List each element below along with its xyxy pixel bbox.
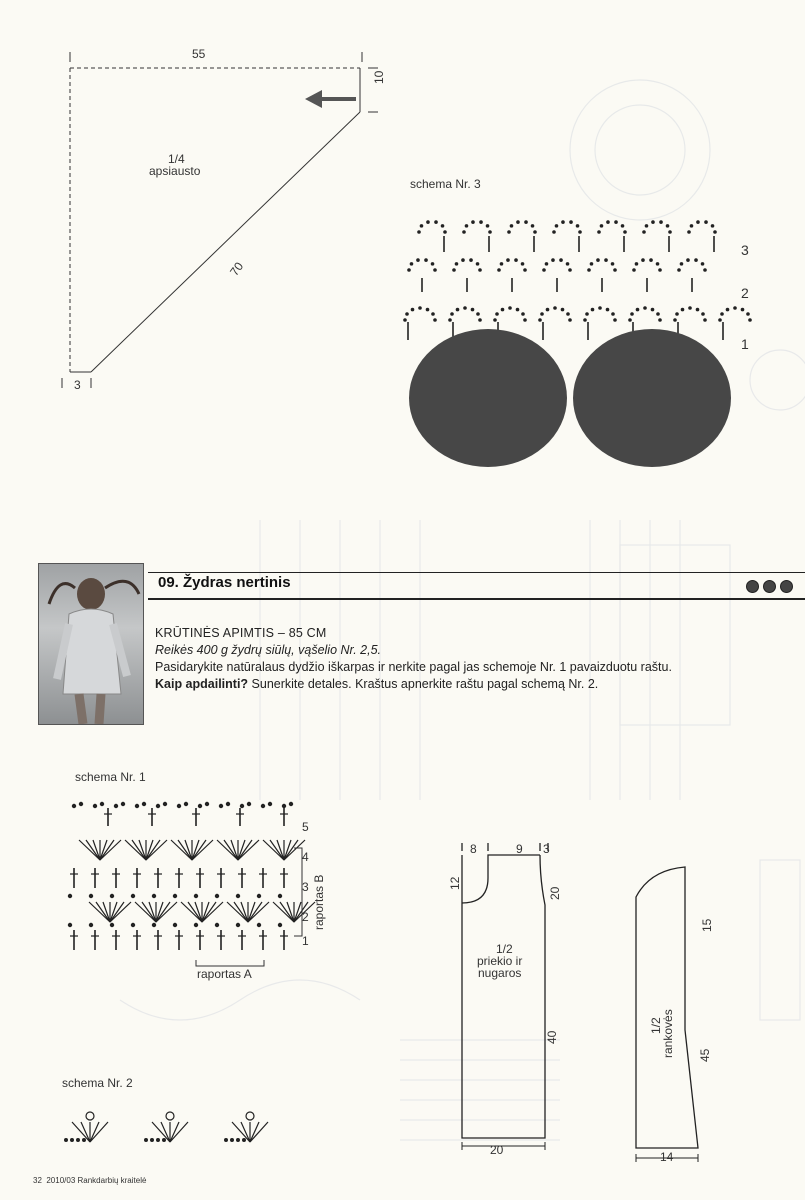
chain-stitch-dot <box>420 224 424 228</box>
chain-stitch-dot <box>225 1139 228 1142</box>
chain-stitch-dot <box>493 318 497 322</box>
chain-stitch-dot <box>561 308 565 312</box>
chain-stitch-dot <box>163 1139 166 1142</box>
model-photo <box>38 563 144 725</box>
dim-height-label: 10 <box>372 70 386 84</box>
chain-stitch-dot <box>173 923 176 926</box>
body-piece-label: 1/2 <box>496 942 513 956</box>
schema3-row-label: 3 <box>741 242 749 258</box>
chain-stitch-dot <box>441 224 445 228</box>
chain-stitch-dot <box>83 1139 86 1142</box>
body-dim-label: 20 <box>548 886 562 900</box>
chain-stitch-dot <box>578 230 582 234</box>
fan-stitch-stroke <box>280 902 294 922</box>
chain-stitch-dot <box>566 262 570 266</box>
body-dim-label: 8 <box>470 842 477 856</box>
materials-line: Reikės 400 g žydrų siūlų, vąšelio Nr. 2,5. <box>155 643 382 657</box>
chain-stitch-dot <box>507 230 511 234</box>
schema3-row-2 <box>407 258 707 292</box>
chain-stitch-dot <box>418 306 422 310</box>
chain-stitch-dot <box>523 318 527 322</box>
project-title: 09. Žydras nertinis <box>158 574 291 591</box>
chain-stitch-dot <box>540 312 544 316</box>
chain-stitch-dot <box>524 220 528 224</box>
fan-stitch-stroke <box>156 902 170 922</box>
chain-stitch-dot <box>630 312 634 316</box>
chain-stitch-dot <box>278 894 281 897</box>
fan-stitch-stroke <box>188 902 202 922</box>
chain-stitch-dot <box>152 894 155 897</box>
chain-stitch-dot <box>500 262 504 266</box>
chain-stitch-dot <box>68 894 71 897</box>
chain-stitch-dot <box>508 306 512 310</box>
fan-stitch-stroke <box>142 902 156 922</box>
chain-stitch-dot <box>701 262 705 266</box>
chain-stitch-dot <box>553 306 557 310</box>
chain-stitch-dot <box>417 230 421 234</box>
chain-stitch-dot <box>463 306 467 310</box>
chain-stitch-dot <box>561 220 565 224</box>
project-description <box>155 625 755 693</box>
chain-stitch-dot <box>231 1139 234 1142</box>
chain-stitch-dot <box>452 268 456 272</box>
chain-stitch-dot <box>100 802 103 805</box>
chain-stitch-dot <box>506 258 510 262</box>
chain-stitch-dot <box>703 268 707 272</box>
fan-stitch-stroke <box>110 902 124 922</box>
chain-stitch-dot <box>156 804 159 807</box>
chain-stitch-dot <box>476 312 480 316</box>
chain-stitch-dot <box>516 308 520 312</box>
chain-stitch-dot <box>688 306 692 310</box>
chain-stitch-dot <box>606 308 610 312</box>
chain-stitch-dot <box>476 262 480 266</box>
chain-stitch-dot <box>641 258 645 262</box>
fan-stitch-stroke <box>90 1122 108 1142</box>
chain-stitch-dot <box>243 1139 246 1142</box>
chain-stitch-dot <box>552 230 556 234</box>
fan-stitch-stroke <box>178 840 192 860</box>
chain-stitch-dot <box>533 230 537 234</box>
schema1-row-label: 5 <box>302 820 309 834</box>
chain-stitch-dot <box>514 258 518 262</box>
raport-b-label: raportas B <box>312 874 326 930</box>
sleeve-piece-label: rankovės <box>661 1009 675 1058</box>
chain-stitch-dot <box>658 268 662 272</box>
chain-stitch-dot <box>576 224 580 228</box>
chain-stitch-dot <box>538 318 542 322</box>
schema3-row-1 <box>403 306 752 340</box>
fan-stitch-stroke <box>146 840 160 860</box>
chain-stitch-dot <box>261 804 264 807</box>
chain-stitch-dot <box>194 923 197 926</box>
chain-stitch-dot <box>240 804 243 807</box>
chain-stitch-dot <box>448 318 452 322</box>
page-footer <box>33 1176 146 1185</box>
chain-stitch-dot <box>486 224 490 228</box>
chain-stitch-dot <box>488 230 492 234</box>
chain-stitch-dot <box>651 220 655 224</box>
body-dim-label: 40 <box>545 1030 559 1044</box>
size-line: KRŪTINĖS APIMTIS – 85 CM <box>155 626 327 640</box>
chain-stitch-dot <box>694 258 698 262</box>
chain-stitch-dot <box>121 802 124 805</box>
fan-stitch-stroke <box>234 902 248 922</box>
chain-stitch-dot <box>636 308 640 312</box>
chain-stitch-dot <box>71 1139 74 1142</box>
chain-stitch-dot <box>89 894 92 897</box>
chain-stitch-dot <box>611 312 615 316</box>
chain-stitch-dot <box>659 220 663 224</box>
chain-stitch-dot <box>568 318 572 322</box>
chain-stitch-dot <box>521 312 525 316</box>
chain-stitch-dot <box>68 923 71 926</box>
chain-stitch-dot <box>733 306 737 310</box>
finishing-text <box>155 676 755 693</box>
schema1-row-label: 1 <box>302 934 309 948</box>
fan-stitch-stroke <box>132 840 146 860</box>
chain-stitch-dot <box>278 923 281 926</box>
schema1-row-label: 4 <box>302 850 309 864</box>
chain-stitch-dot <box>237 1139 240 1142</box>
body-dim-label: 12 <box>448 876 462 890</box>
chain-stitch-dot <box>462 230 466 234</box>
picot-loop <box>246 1112 254 1120</box>
chain-stitch-dot <box>495 312 499 316</box>
chain-stitch-dot <box>89 923 92 926</box>
chain-stitch-dot <box>628 318 632 322</box>
chain-stitch-dot <box>613 268 617 272</box>
chain-stitch-dot <box>583 318 587 322</box>
chain-stitch-dot <box>433 318 437 322</box>
fan-stitch-stroke <box>90 1122 99 1142</box>
chain-stitch-dot <box>656 312 660 316</box>
difficulty-rating <box>746 580 793 593</box>
direction-arrow <box>305 90 356 108</box>
fan-stitch-stroke <box>270 840 284 860</box>
chain-stitch-dot <box>510 224 514 228</box>
chain-stitch-dot <box>690 224 694 228</box>
chain-stitch-dot <box>461 258 465 262</box>
chain-stitch-dot <box>434 220 438 224</box>
chain-stitch-dot <box>173 894 176 897</box>
chain-stitch-dot <box>77 1139 80 1142</box>
schema3-rows <box>403 220 752 340</box>
fan-stitch-stroke <box>170 1122 188 1142</box>
chain-stitch-dot <box>590 262 594 266</box>
chain-stitch-dot <box>424 258 428 262</box>
chain-stitch-dot <box>521 262 525 266</box>
chain-stitch-dot <box>686 258 690 262</box>
dim-diagonal-label: 70 <box>227 259 247 279</box>
chain-stitch-dot <box>569 220 573 224</box>
chain-stitch-dot <box>135 804 138 807</box>
chain-stitch-dot <box>215 894 218 897</box>
project-header <box>148 570 805 600</box>
chain-stitch-dot <box>79 802 82 805</box>
chain-stitch-dot <box>145 1139 148 1142</box>
chain-stitch-dot <box>450 312 454 316</box>
chain-stitch-dot <box>748 318 752 322</box>
diagonal-edge <box>91 112 360 372</box>
chain-stitch-dot <box>110 894 113 897</box>
chain-stitch-dot <box>198 804 201 807</box>
chain-stitch-dot <box>478 318 482 322</box>
chain-stitch-dot <box>152 923 155 926</box>
chain-stitch-dot <box>431 262 435 266</box>
chain-stitch-dot <box>632 268 636 272</box>
chain-stitch-dot <box>545 262 549 266</box>
chain-stitch-dot <box>704 220 708 224</box>
chain-stitch-dot <box>157 1139 160 1142</box>
sleeve-dim-label: 45 <box>698 1048 712 1062</box>
chain-stitch-dot <box>645 224 649 228</box>
chain-stitch-dot <box>219 804 222 807</box>
chain-stitch-dot <box>215 923 218 926</box>
chain-stitch-dot <box>611 262 615 266</box>
chain-stitch-dot <box>433 268 437 272</box>
sleeve-outline <box>636 867 698 1148</box>
chain-stitch-dot <box>598 306 602 310</box>
chain-stitch-dot <box>410 262 414 266</box>
raport-a-label: raportas A <box>197 967 252 981</box>
sleeve-dim-label: 14 <box>660 1150 674 1164</box>
chain-stitch-dot <box>114 804 117 807</box>
chain-stitch-dot <box>205 802 208 805</box>
schema3-row-label: 1 <box>741 336 749 352</box>
body-dim-label: 3 <box>543 842 550 856</box>
chain-stitch-dot <box>635 262 639 266</box>
chain-stitch-dot <box>681 308 685 312</box>
schema1-row-label: 3 <box>302 880 309 894</box>
chain-stitch-dot <box>456 308 460 312</box>
chain-stitch-dot <box>236 894 239 897</box>
chain-stitch-dot <box>247 802 250 805</box>
chain-stitch-dot <box>523 268 527 272</box>
chain-stitch-dot <box>675 312 679 316</box>
schema1-row-label: 2 <box>302 910 309 924</box>
chain-stitch-dot <box>131 894 134 897</box>
chain-stitch-dot <box>587 268 591 272</box>
chain-stitch-dot <box>666 224 670 228</box>
chain-stitch-dot <box>405 312 409 316</box>
picot-loop <box>166 1112 174 1120</box>
chain-stitch-dot <box>680 262 684 266</box>
sleeve-piece-label: 1/2 <box>649 1017 663 1034</box>
chain-stitch-dot <box>236 923 239 926</box>
fan-stitch-stroke <box>238 840 252 860</box>
chain-stitch-dot <box>131 923 134 926</box>
piece-fraction-label: 1/4 <box>168 152 185 166</box>
button-circle-right <box>573 329 731 467</box>
chain-stitch-dot <box>443 230 447 234</box>
chain-stitch-dot <box>226 802 229 805</box>
finishing-question: Kaip apdailinti? <box>155 677 249 691</box>
body-outline <box>462 855 545 1138</box>
chain-stitch-dot <box>257 923 260 926</box>
chain-stitch-dot <box>531 224 535 228</box>
chain-stitch-dot <box>516 220 520 224</box>
chain-stitch-dot <box>497 268 501 272</box>
dim-bottom-label: 3 <box>74 378 81 392</box>
magazine-source: 2010/03 Rankdarbių kraitelė <box>46 1176 147 1185</box>
chain-stitch-dot <box>411 308 415 312</box>
chain-stitch-dot <box>559 258 563 262</box>
chain-stitch-dot <box>471 220 475 224</box>
chain-stitch-dot <box>426 308 430 312</box>
quarter-cape-pattern <box>62 52 378 388</box>
chain-stitch-dot <box>546 308 550 312</box>
fan-stitch-stroke <box>170 1122 179 1142</box>
chain-stitch-dot <box>289 802 292 805</box>
schema2-title: schema Nr. 2 <box>62 1076 133 1090</box>
chain-stitch-dot <box>604 258 608 262</box>
chain-stitch-dot <box>469 258 473 262</box>
chain-stitch-dot <box>585 312 589 316</box>
chain-stitch-dot <box>431 312 435 316</box>
fan-stitch-stroke <box>248 902 262 922</box>
chain-stitch-dot <box>177 804 180 807</box>
chain-stitch-dot <box>478 268 482 272</box>
chain-stitch-dot <box>455 262 459 266</box>
chain-stitch-dot <box>703 318 707 322</box>
chain-stitch-dot <box>597 230 601 234</box>
sleeve-dim-label: 15 <box>700 918 714 932</box>
chain-stitch-dot <box>163 802 166 805</box>
chain-stitch-dot <box>426 220 430 224</box>
body-dim-label: 20 <box>490 1143 504 1157</box>
chain-stitch-dot <box>501 308 505 312</box>
schema3-row-3 <box>417 220 717 252</box>
chain-stitch-dot <box>623 230 627 234</box>
schema3-row-label: 2 <box>741 285 749 301</box>
body-piece-label: nugaros <box>478 966 522 980</box>
fan-stitch-stroke <box>224 840 238 860</box>
chain-stitch-dot <box>651 308 655 312</box>
chain-stitch-dot <box>746 312 750 316</box>
body-piece-label: priekio ir <box>477 954 523 968</box>
chain-stitch-dot <box>741 308 745 312</box>
page-number: 32 <box>33 1176 42 1185</box>
schema1-stitch-chart <box>68 802 315 950</box>
chain-stitch-dot <box>65 1139 68 1142</box>
schema1-title: schema Nr. 1 <box>75 770 146 784</box>
chain-stitch-dot <box>643 306 647 310</box>
chain-stitch-dot <box>613 318 617 322</box>
chain-stitch-dot <box>93 804 96 807</box>
chain-stitch-dot <box>596 258 600 262</box>
fan-stitch-stroke <box>284 840 298 860</box>
chain-stitch-dot <box>110 923 113 926</box>
piece-name-label: apsiausto <box>149 164 201 178</box>
chain-stitch-dot <box>465 224 469 228</box>
fan-stitch-stroke <box>100 840 114 860</box>
chain-stitch-dot <box>621 224 625 228</box>
chain-stitch-dot <box>600 224 604 228</box>
chain-stitch-dot <box>606 220 610 224</box>
chain-stitch-dot <box>614 220 618 224</box>
chain-stitch-dot <box>718 318 722 322</box>
chain-stitch-dot <box>726 308 730 312</box>
chain-stitch-dot <box>642 230 646 234</box>
chain-stitch-dot <box>696 308 700 312</box>
chain-stitch-dot <box>696 220 700 224</box>
schema2-edging-chart <box>65 1112 268 1142</box>
fan-stitch-stroke <box>232 1122 250 1142</box>
body-pattern-outline <box>462 843 548 1150</box>
chain-stitch-dot <box>649 258 653 262</box>
chain-stitch-dot <box>687 230 691 234</box>
picot-loop <box>86 1112 94 1120</box>
chain-stitch-dot <box>471 308 475 312</box>
chain-stitch-dot <box>403 318 407 322</box>
chain-stitch-dot <box>668 230 672 234</box>
dim-width-label: 55 <box>192 47 206 61</box>
chain-stitch-dot <box>658 318 662 322</box>
chain-stitch-dot <box>542 268 546 272</box>
chain-stitch-dot <box>257 894 260 897</box>
button-circle-left <box>409 329 567 467</box>
chain-stitch-dot <box>407 268 411 272</box>
chain-stitch-dot <box>677 268 681 272</box>
chain-stitch-dot <box>711 224 715 228</box>
chain-stitch-dot <box>720 312 724 316</box>
chain-stitch-dot <box>568 268 572 272</box>
fan-stitch-stroke <box>250 1122 268 1142</box>
fan-stitch-stroke <box>192 840 206 860</box>
chain-stitch-dot <box>268 802 271 805</box>
chain-stitch-dot <box>551 258 555 262</box>
fan-stitch-stroke <box>96 902 110 922</box>
fan-stitch-stroke <box>152 1122 170 1142</box>
finishing-answer: Sunerkite detales. Kraštus apnerkite raštu pagal schemą Nr. 2. <box>248 677 599 691</box>
chain-stitch-dot <box>591 308 595 312</box>
chain-stitch-dot <box>656 262 660 266</box>
yarn-ball-icon <box>746 580 759 593</box>
chain-stitch-dot <box>184 802 187 805</box>
chain-stitch-dot <box>673 318 677 322</box>
chain-stitch-dot <box>72 804 75 807</box>
chain-stitch-dot <box>151 1139 154 1142</box>
schema3-title: schema Nr. 3 <box>410 177 481 191</box>
fan-stitch-stroke <box>86 840 100 860</box>
instructions-text: Pasidarykite natūralaus dydžio iškarpas ir nerkite pagal jas schemoje Nr. 1 pavaizduotu raštu. <box>155 660 672 674</box>
yarn-ball-icon <box>763 580 776 593</box>
fan-stitch-stroke <box>250 1122 259 1142</box>
chain-stitch-dot <box>416 258 420 262</box>
chain-stitch-dot <box>194 894 197 897</box>
body-dim-label: 9 <box>516 842 523 856</box>
chain-stitch-dot <box>566 312 570 316</box>
fan-stitch-stroke <box>72 1122 90 1142</box>
chain-stitch-dot <box>142 802 145 805</box>
chain-stitch-dot <box>713 230 717 234</box>
chain-stitch-dot <box>701 312 705 316</box>
chain-stitch-dot <box>555 224 559 228</box>
chain-stitch-dot <box>282 804 285 807</box>
yarn-ball-icon <box>780 580 793 593</box>
chain-stitch-dot <box>479 220 483 224</box>
fan-stitch-stroke <box>202 902 216 922</box>
